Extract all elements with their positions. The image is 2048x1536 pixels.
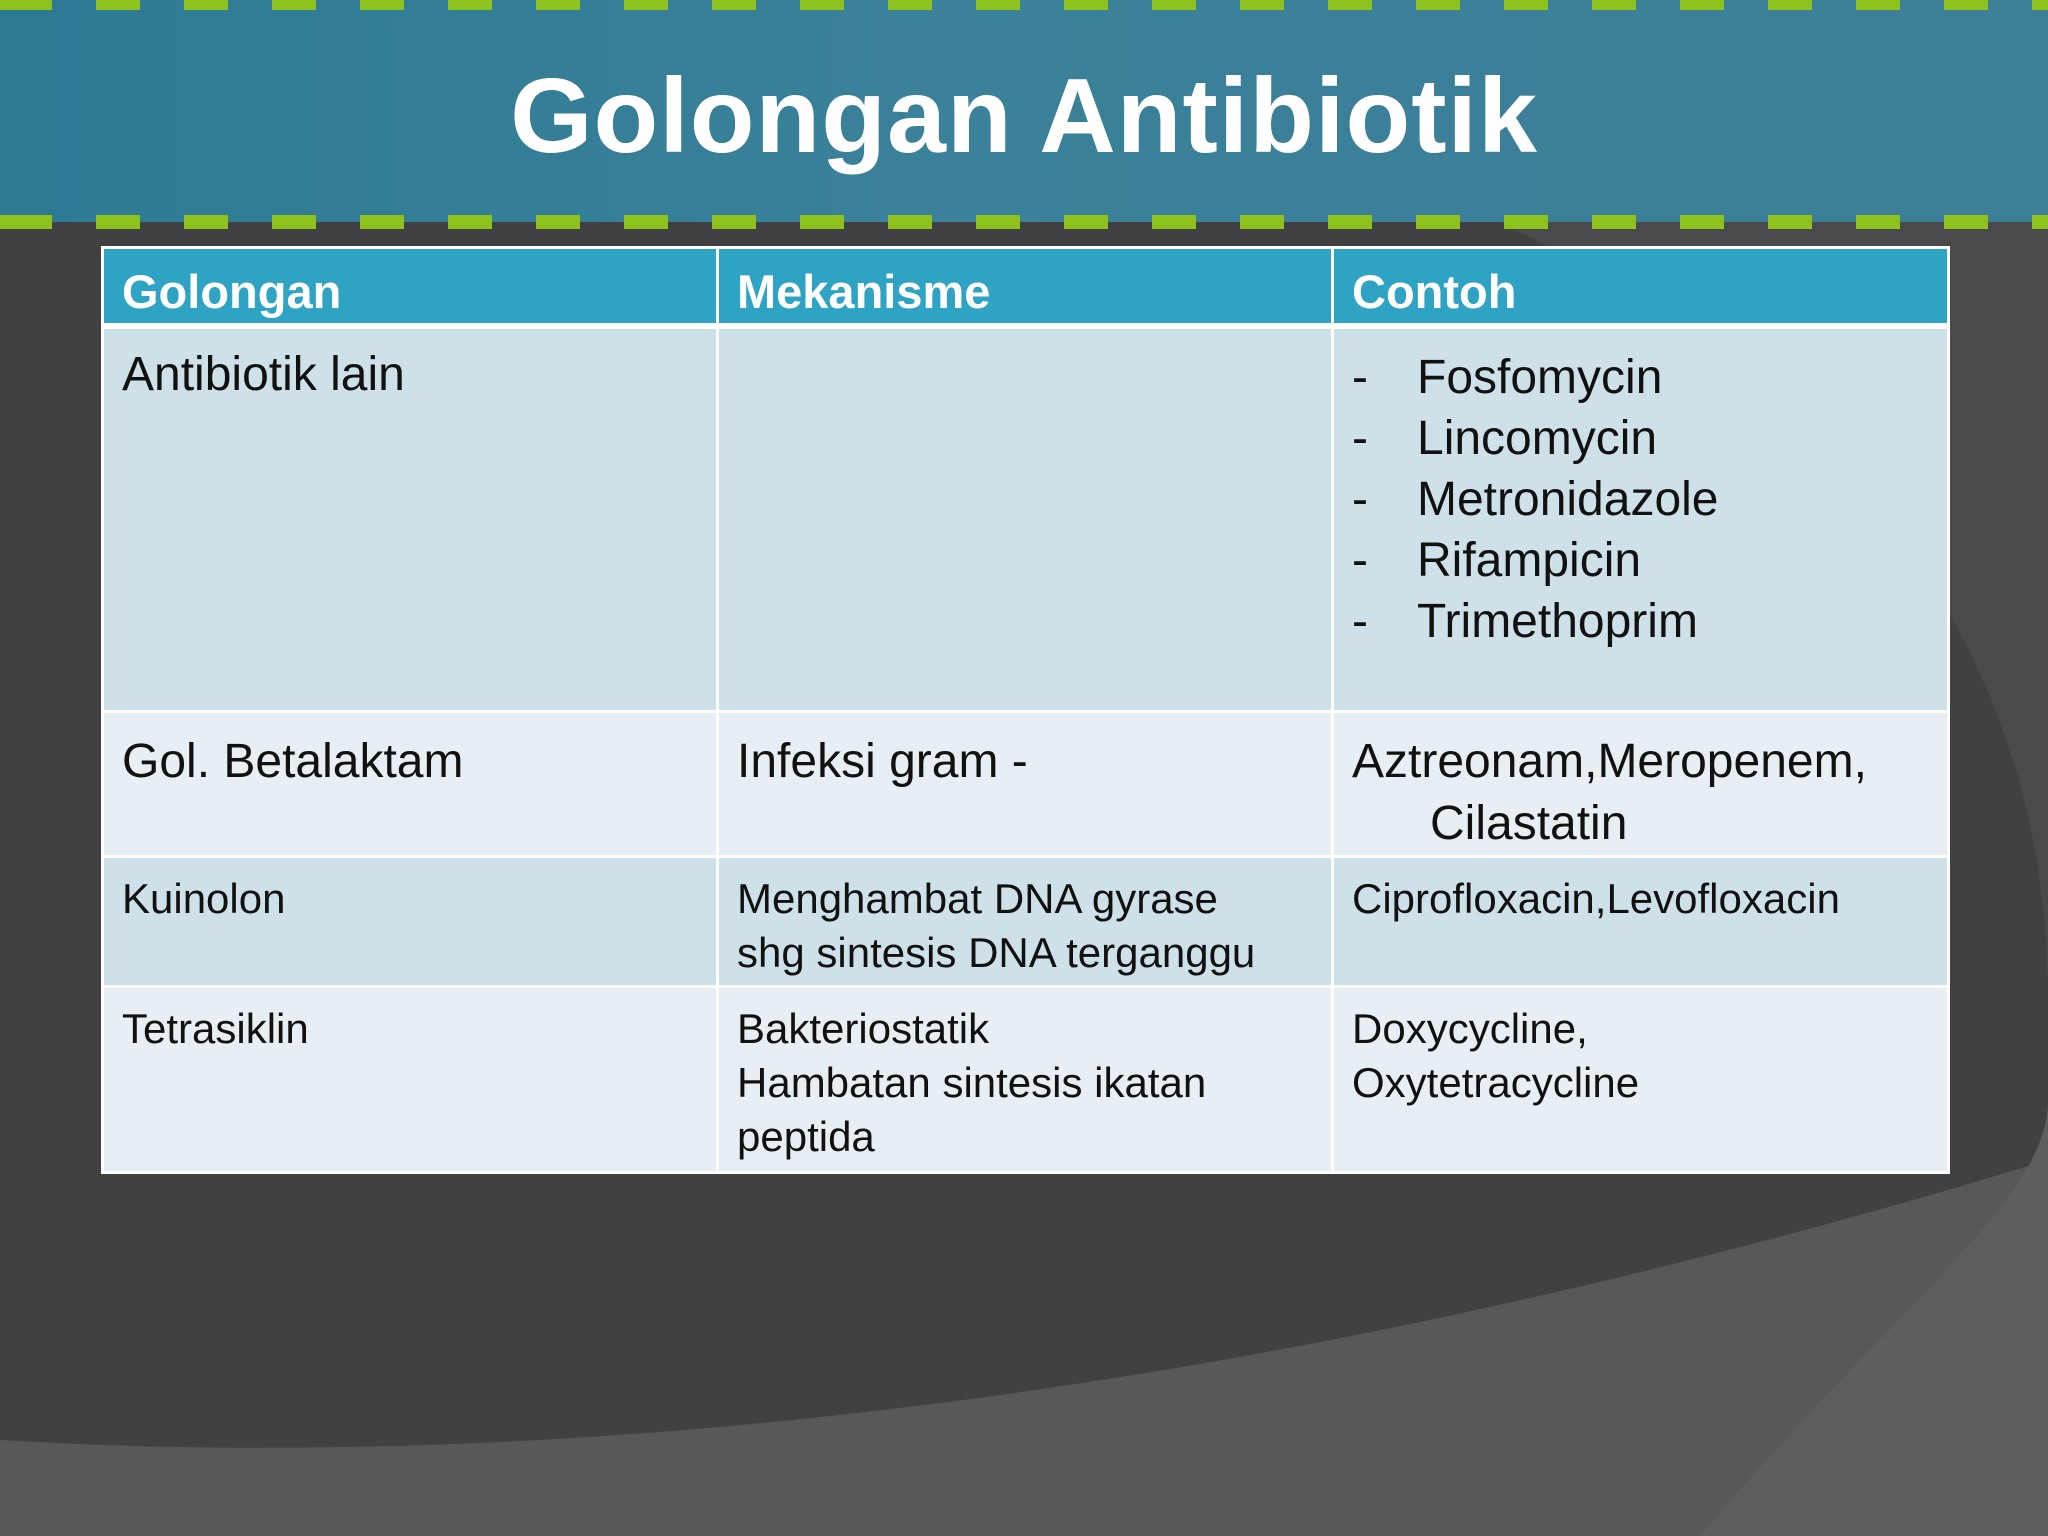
list-item [1352, 347, 1929, 408]
top-dash-border [0, 0, 2048, 10]
cell-mekanisme: Infeksi gram - [718, 712, 1333, 857]
dash-bullet: - [1352, 533, 1368, 587]
antibiotic-table [101, 246, 1947, 1174]
table-header-row [103, 248, 1949, 326]
cell-contoh [1333, 326, 1949, 712]
dash-bullet: - [1352, 350, 1368, 404]
slide-title: Golongan Antibiotik [510, 57, 1538, 175]
example-list [1352, 347, 1929, 652]
header-contoh: Contoh [1333, 248, 1949, 326]
cell-line: Cilastatin [1430, 797, 1628, 850]
cell-contoh [1333, 987, 1949, 1173]
cell-golongan: Tetrasiklin [103, 987, 718, 1173]
list-item [1352, 530, 1929, 591]
list-item-text: Rifampicin [1417, 533, 1642, 587]
cell-contoh: Ciprofloxacin,Levofloxacin [1333, 857, 1949, 987]
list-item-text: Lincomycin [1417, 411, 1658, 465]
table-row [103, 326, 1949, 712]
header-mekanisme: Mekanisme [718, 248, 1333, 326]
cell-contoh [1333, 712, 1949, 857]
cell-golongan: Gol. Betalaktam [103, 712, 718, 857]
list-item [1352, 408, 1929, 469]
cell-line: Oxytetracycline [1352, 1059, 1640, 1106]
list-item [1352, 469, 1929, 530]
table-row [103, 712, 1949, 857]
cell-line: Doxycycline, [1352, 1005, 1588, 1052]
header-golongan: Golongan [103, 248, 718, 326]
dash-bullet: - [1352, 411, 1368, 465]
list-item [1352, 591, 1929, 652]
cell-line: Aztreonam,Meropenem, [1352, 735, 1867, 788]
cell-line: Bakteriostatik [737, 1005, 990, 1052]
table-row [103, 857, 1949, 987]
cell-mekanisme [718, 987, 1333, 1173]
list-item-text: Trimethoprim [1417, 594, 1698, 648]
cell-line: Hambatan sintesis ikatan [737, 1059, 1207, 1106]
cell-mekanisme [718, 326, 1333, 712]
dash-bullet: - [1352, 472, 1368, 526]
list-item-text: Fosfomycin [1417, 350, 1663, 404]
cell-golongan: Antibiotik lain [103, 326, 718, 712]
list-item-text: Metronidazole [1417, 472, 1719, 526]
cell-line: shg sintesis DNA terganggu [737, 929, 1256, 976]
cell-golongan: Kuinolon [103, 857, 718, 987]
dash-bullet: - [1352, 594, 1368, 648]
cell-line: Menghambat DNA gyrase [737, 875, 1218, 922]
title-banner [0, 0, 2048, 222]
table-row [103, 987, 1949, 1173]
cell-mekanisme [718, 857, 1333, 987]
bottom-dash-border [0, 215, 2048, 229]
cell-line: peptida [737, 1113, 875, 1160]
